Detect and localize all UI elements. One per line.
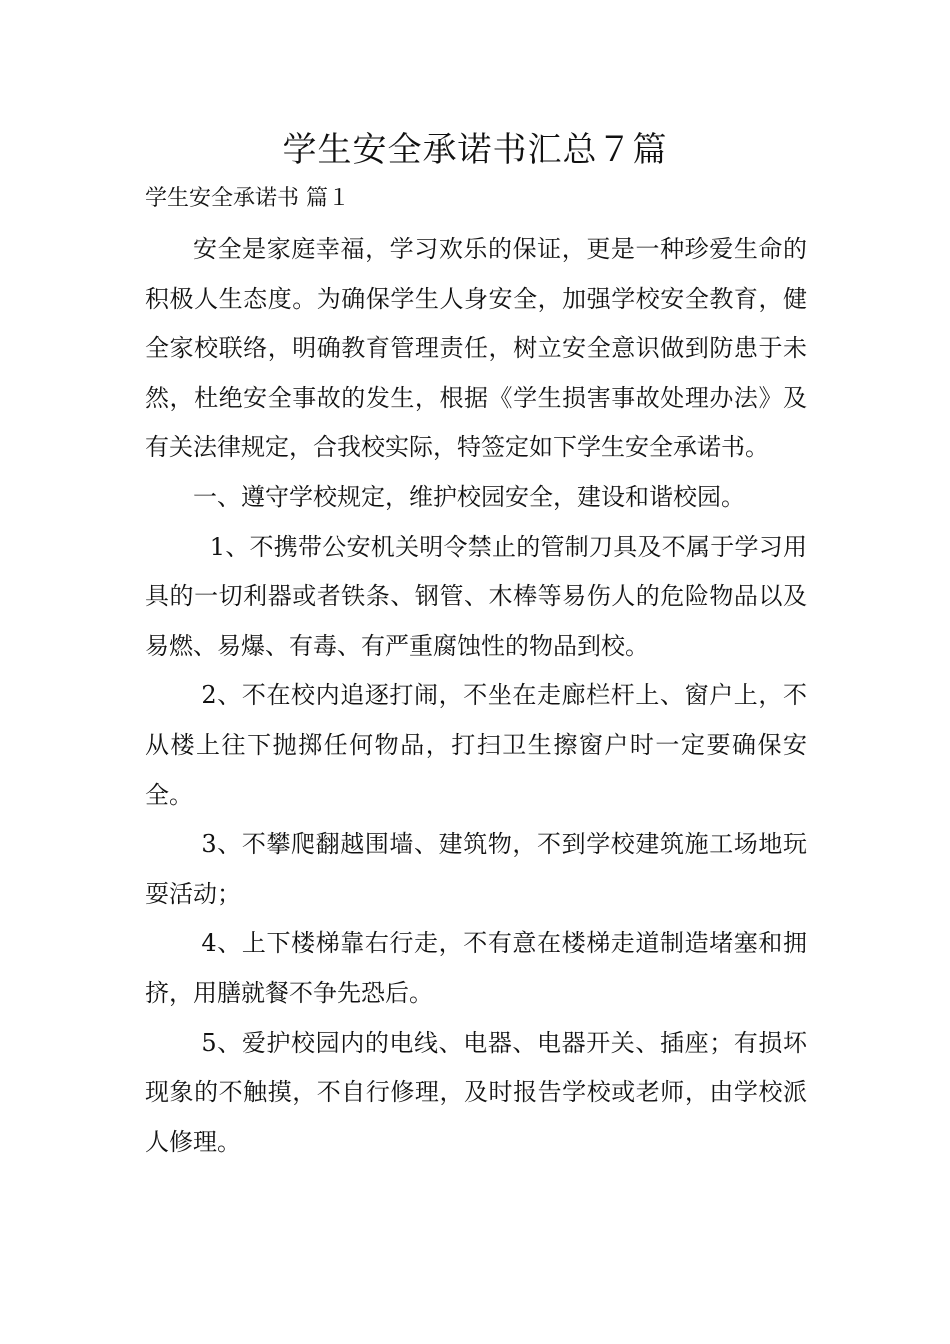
- paragraph-item-3: 3、不攀爬翻越围墙、建筑物，不到学校建筑施工场地玩耍活动；: [145, 830, 807, 908]
- document-title: 学生安全承诺书汇总７篇: [282, 130, 668, 170]
- paragraph-intro: 安全是家庭幸福，学习欢乐的保证，更是一种珍爱生命的积极人生态度。为确保学生人身安全，加强学校安全教育，健全家校联络，明确教育管理责任，树立安全意识做到防患于未然，杜绝安全事故的发生，根据《学生损害事故处理办法》及有关法律规定，合我校实际，特签定如下学生安全承诺书。: [145, 235, 807, 462]
- document-body: [145, 225, 807, 1167]
- paragraph-item-5: 5、爱护校园内的电线、电器、电器开关、插座；有损坏现象的不触摸，不自行修理，及时报告学校或老师，由学校派人修理。: [145, 1028, 807, 1156]
- paragraph-item-1: 1、不携带公安机关明令禁止的管制刀具及不属于学习用具的一切利器或者铁条、钢管、木棒等易伤人的危险物品以及易燃、易爆、有毒、有严重腐蚀性的物品到校。: [145, 532, 807, 660]
- paragraph-section-one: 一、遵守学校规定，维护校园安全，建设和谐校园。: [193, 482, 745, 511]
- section-heading: 学生安全承诺书 篇１: [145, 186, 350, 211]
- paragraph-item-4: 4、上下楼梯靠右行走，不有意在楼梯走道制造堵塞和拥挤，用膳就餐不争先恐后。: [145, 929, 807, 1007]
- paragraph-item-2: 2、不在校内追逐打闹，不坐在走廊栏杆上、窗户上，不从楼上往下抛掷任何物品，打扫卫生擦窗户时一定要确保安全。: [145, 681, 807, 809]
